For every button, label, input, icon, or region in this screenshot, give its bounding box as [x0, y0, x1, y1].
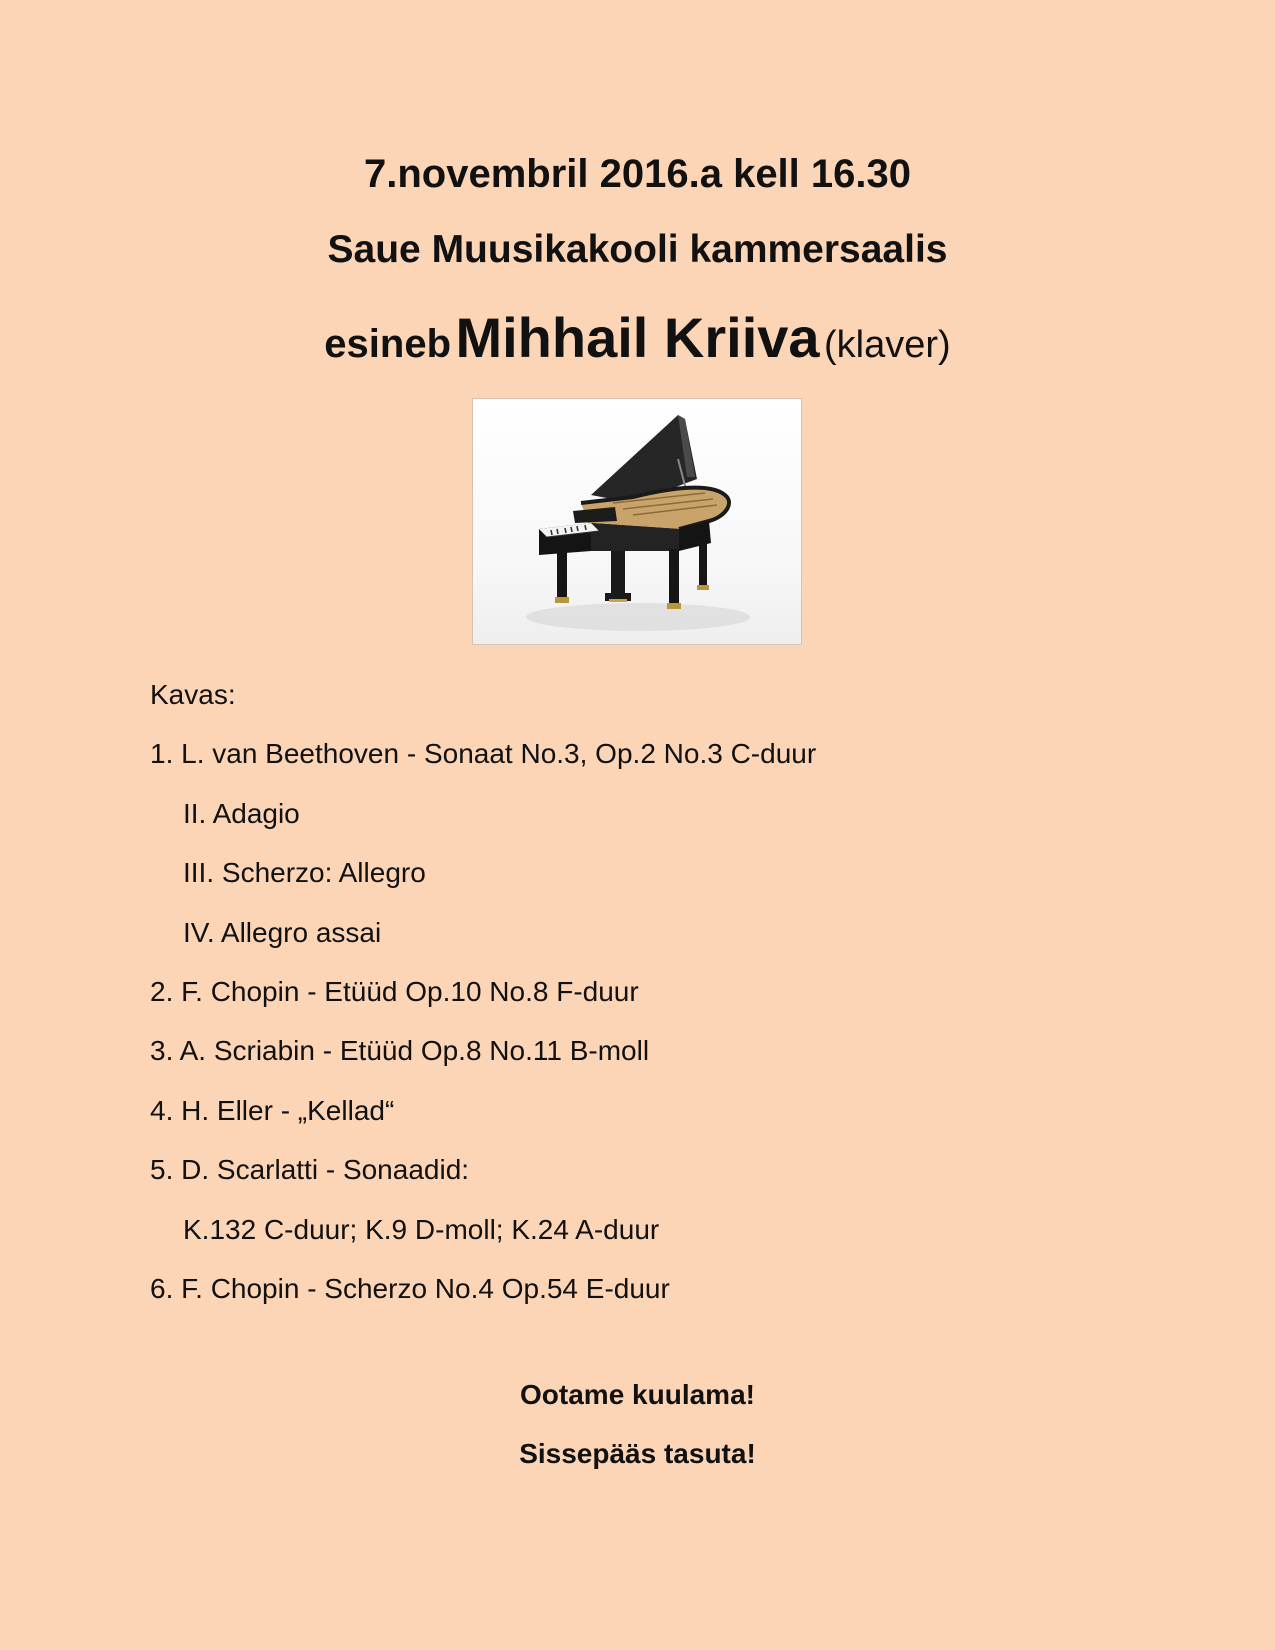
program-section: [150, 665, 1150, 1318]
program-list: [150, 724, 1150, 1318]
performer-instrument: (klaver): [824, 324, 951, 366]
program-subitem: IV. Allegro assai: [183, 916, 382, 948]
performer-name: Mihhail Kriiva: [455, 306, 820, 369]
program-subitem: III. Scherzo: Allegro: [183, 857, 426, 889]
closing-free-entry: Sissepääs tasuta!: [519, 1438, 756, 1469]
event-venue: Saue Muusikakooli kammersaalis: [327, 228, 948, 271]
piano-photo: [472, 398, 802, 645]
program-item: 4. H. Eller - „Kellad“: [150, 1094, 395, 1126]
grand-piano-icon: [473, 399, 801, 644]
program-subitem: K.132 C-duur; K.9 D-moll; K.24 A-duur: [183, 1213, 660, 1245]
performer-prefix: esineb: [324, 322, 452, 366]
closing-invitation: Ootame kuulama!: [520, 1379, 755, 1410]
program-item: 1. L. van Beethoven - Sonaat No.3, Op.2 No.3 C-duur: [150, 738, 817, 770]
program-item: 3. A. Scriabin - Etüüd Op.8 No.11 B-moll: [150, 1035, 650, 1067]
performer-line: [0, 300, 1275, 391]
program-subitem: II. Adagio: [183, 797, 300, 829]
event-date-time: 7.novembril 2016.a kell 16.30: [363, 152, 911, 196]
program-item: 2. F. Chopin - Etüüd Op.10 No.8 F-duur: [150, 975, 639, 1007]
program-label: Kavas:: [150, 679, 236, 710]
program-item: 5. D. Scarlatti - Sonaadid:: [150, 1154, 470, 1186]
program-item: 6. F. Chopin - Scherzo No.4 Op.54 E-duur: [150, 1272, 670, 1304]
